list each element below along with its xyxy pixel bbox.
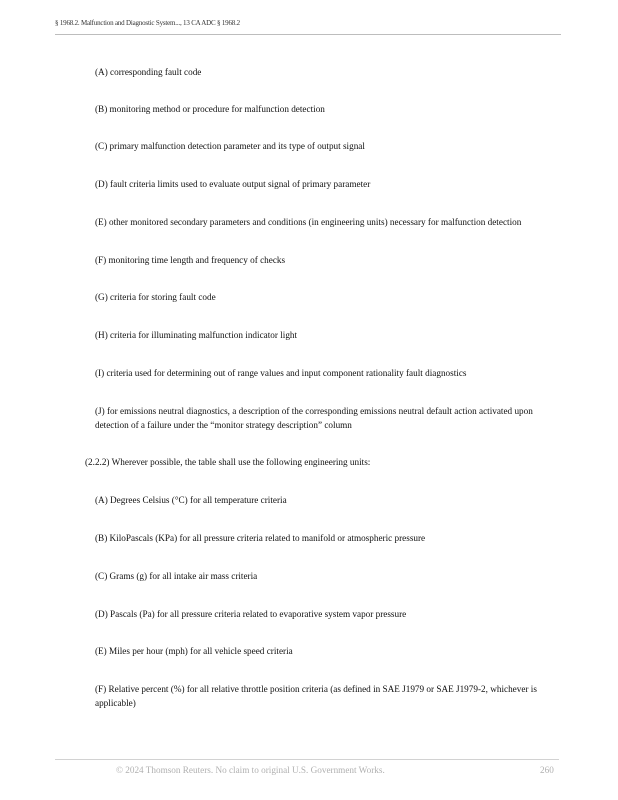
footer-copyright: © 2024 Thomson Reuters. No claim to original U.S. Government Works. xyxy=(116,765,385,775)
unit-item-b: (B) KiloPascals (KPa) for all pressure criteria related to manifold or atmospheric pressure xyxy=(95,533,426,543)
unit-item-d: (D) Pascals (Pa) for all pressure criteria related to evaporative system vapor pressure xyxy=(95,609,407,619)
section-2-2-2: (2.2.2) Wherever possible, the table shall use the following engineering units: xyxy=(85,457,371,467)
list-item-i: (I) criteria used for determining out of range values and input component rationality fault diagnostics xyxy=(95,368,467,378)
list-item-b: (B) monitoring method or procedure for malfunction detection xyxy=(95,104,325,114)
list-item-g: (G) criteria for storing fault code xyxy=(95,292,216,302)
unit-item-c: (C) Grams (g) for all intake air mass criteria xyxy=(95,571,258,581)
page-number: 260 xyxy=(540,765,554,775)
list-item-h: (H) criteria for illuminating malfunction indicator light xyxy=(95,330,298,340)
footer-divider xyxy=(55,759,559,760)
unit-item-f: (F) Relative percent (%) for all relative throttle position criteria (as defined in SAE J1979 or SAE J1979-2, whichever is applicable) xyxy=(95,684,537,708)
list-item-j: (J) for emissions neutral diagnostics, a description of the corresponding emissions neutral default action activated upon detection of a failure under the “monitor strategy description” column xyxy=(95,406,533,430)
list-item-f: (F) monitoring time length and frequency of checks xyxy=(95,255,286,265)
unit-item-a: (A) Degrees Celsius (°C) for all temperature criteria xyxy=(95,495,287,505)
list-item-c: (C) primary malfunction detection parameter and its type of output signal xyxy=(95,141,365,151)
unit-item-e: (E) Miles per hour (mph) for all vehicle speed criteria xyxy=(95,646,293,656)
header-divider xyxy=(55,34,561,35)
list-item-a: (A) corresponding fault code xyxy=(95,67,202,77)
list-item-e: (E) other monitored secondary parameters and conditions (in engineering units) necessary for malfunction detection xyxy=(95,217,522,227)
list-item-d: (D) fault criteria limits used to evaluate output signal of primary parameter xyxy=(95,179,371,189)
running-header: § 1968.2. Malfunction and Diagnostic System..., 13 CA ADC § 1968.2 xyxy=(55,19,240,27)
